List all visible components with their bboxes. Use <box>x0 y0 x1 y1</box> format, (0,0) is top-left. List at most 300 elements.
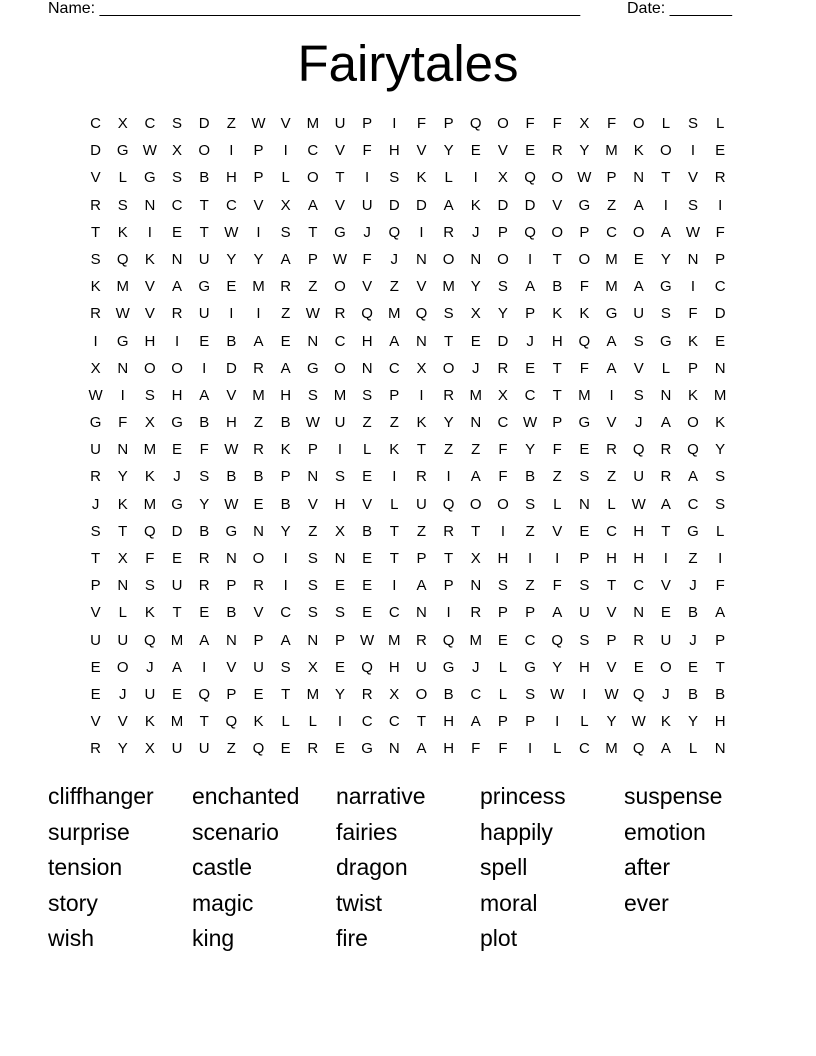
grid-letter: K <box>416 414 427 432</box>
grid-letter: S <box>280 658 291 676</box>
grid-letter: I <box>337 713 343 731</box>
word-item: fairies <box>336 818 398 845</box>
grid-letter: N <box>171 250 183 268</box>
grid-letter: N <box>117 441 129 459</box>
grid-letter: K <box>117 223 128 241</box>
grid-letter: I <box>718 196 723 214</box>
grid-letter: C <box>687 495 699 513</box>
grid-letter: S <box>579 577 590 595</box>
grid-letter: N <box>633 604 645 622</box>
grid-row <box>82 712 734 739</box>
grid-letter: B <box>226 332 237 350</box>
grid-letter: G <box>334 223 346 241</box>
grid-letter: I <box>419 386 424 404</box>
grid-letter: U <box>198 740 210 758</box>
grid-letter: Q <box>632 740 645 758</box>
grid-letter: S <box>497 278 508 296</box>
grid-letter: I <box>527 550 533 567</box>
grid-letter: G <box>89 414 102 432</box>
grid-letter: R <box>551 142 563 160</box>
word-item: enchanted <box>192 783 300 809</box>
grid-row <box>82 603 734 630</box>
grid-letter: I <box>555 550 560 567</box>
grid-letter: E <box>362 468 373 486</box>
grid-letter: O <box>415 685 428 703</box>
grid-letter: K <box>144 250 155 268</box>
grid-letter: N <box>334 550 346 567</box>
grid-letter: S <box>90 522 101 540</box>
grid-letter: M <box>388 305 401 323</box>
grid-letter: T <box>389 522 399 540</box>
grid-letter: E <box>334 577 345 595</box>
grid-letter: V <box>90 169 101 187</box>
grid-letter: I <box>473 169 478 187</box>
grid-letter: P <box>443 115 454 132</box>
grid-letter: C <box>307 142 319 160</box>
grid-letter: Z <box>606 196 617 214</box>
grid-letter: V <box>334 196 345 214</box>
grid-letter: U <box>361 196 373 214</box>
grid-letter: J <box>472 359 480 377</box>
grid-letter: V <box>416 142 427 160</box>
grid-letter: U <box>253 658 264 676</box>
grid-letter: Q <box>524 223 536 241</box>
grid-letter: M <box>442 278 455 296</box>
grid-letter: F <box>498 441 508 459</box>
grid-letter: A <box>470 468 481 486</box>
grid-letter: W <box>550 685 565 703</box>
grid-letter: S <box>715 495 726 513</box>
grid-letter: X <box>579 115 590 132</box>
grid-letter: U <box>198 305 210 323</box>
grid-letter: Z <box>253 414 264 432</box>
grid-letter: C <box>578 740 590 758</box>
date-field: Date: _______ <box>627 0 732 17</box>
grid-letter: I <box>690 142 696 160</box>
grid-letter: V <box>606 414 617 432</box>
grid-letter: W <box>224 223 239 241</box>
grid-letter: M <box>170 713 184 731</box>
grid-letter: N <box>714 359 726 377</box>
grid-letter: V <box>117 713 128 731</box>
grid-letter: F <box>552 577 562 595</box>
grid-letter: K <box>715 414 726 432</box>
grid-letter: L <box>553 740 562 758</box>
grid-letter: T <box>661 169 671 187</box>
grid-letter: Y <box>117 468 128 486</box>
grid-letter: D <box>524 196 536 214</box>
grid-letter: R <box>90 305 101 323</box>
grid-letter: E <box>633 250 644 268</box>
grid-letter: P <box>525 305 536 323</box>
grid-letter: W <box>251 115 266 132</box>
grid-letter: K <box>579 305 590 323</box>
grid-letter: T <box>199 713 209 731</box>
grid-letter: A <box>715 604 726 622</box>
grid-letter: W <box>631 495 646 513</box>
grid-letter: R <box>443 223 455 241</box>
grid-letter: Z <box>362 414 372 432</box>
grid-letter: M <box>252 386 265 404</box>
grid-letter: R <box>416 631 427 649</box>
grid-letter: N <box>253 522 264 540</box>
grid-letter: O <box>551 169 564 187</box>
grid-letter: D <box>416 196 427 214</box>
grid-letter: Z <box>416 522 427 540</box>
grid-letter: L <box>118 604 127 622</box>
grid-letter: M <box>143 495 157 513</box>
grid-letter: I <box>663 550 668 567</box>
grid-row <box>82 685 734 712</box>
word-item: plot <box>480 925 518 952</box>
grid-row <box>82 386 734 413</box>
grid-letter: V <box>253 196 264 214</box>
grid-letter: V <box>552 522 563 540</box>
word-item: fire <box>336 925 368 952</box>
grid-row <box>82 522 734 549</box>
grid-letter: H <box>334 495 346 513</box>
grid-letter: U <box>334 414 346 432</box>
grid-letter: V <box>90 604 101 622</box>
grid-letter: R <box>470 604 482 622</box>
grid-letter: I <box>283 577 288 595</box>
grid-letter: O <box>469 495 482 513</box>
grid-letter: E <box>280 740 291 758</box>
grid-letter: A <box>660 414 671 432</box>
word-item: suspense <box>624 783 723 809</box>
grid-letter: H <box>388 142 400 160</box>
grid-letter: Z <box>226 115 236 132</box>
grid-letter: B <box>688 604 699 622</box>
grid-letter: B <box>443 685 454 703</box>
grid-letter: W <box>224 441 239 459</box>
grid-letter: Q <box>632 685 645 703</box>
grid-letter: M <box>605 740 618 758</box>
word-list <box>48 781 778 959</box>
grid-letter: T <box>90 223 101 241</box>
grid-letter: E <box>172 223 183 241</box>
grid-letter: T <box>471 522 481 540</box>
grid-letter: E <box>660 604 671 622</box>
grid-letter: U <box>633 468 645 486</box>
grid-letter: A <box>280 631 291 649</box>
word-item: surprise <box>48 818 130 845</box>
grid-letter: R <box>443 522 455 540</box>
grid-letter: Y <box>334 685 345 703</box>
grid-letter: S <box>334 468 345 486</box>
grid-letter: R <box>253 441 264 459</box>
grid-letter: Z <box>552 468 562 486</box>
grid-letter: G <box>524 658 536 676</box>
grid-letter: S <box>660 305 671 323</box>
grid-letter: D <box>198 115 210 132</box>
grid-letter: R <box>334 305 346 323</box>
grid-letter: R <box>198 577 210 595</box>
grid-letter: U <box>633 305 645 323</box>
grid-letter: L <box>281 169 290 187</box>
grid-letter: M <box>713 386 727 404</box>
word-item: after <box>624 854 671 881</box>
grid-letter: Q <box>687 441 699 459</box>
grid-letter: H <box>633 522 645 540</box>
grid-letter: V <box>688 169 699 187</box>
grid-letter: E <box>633 658 644 676</box>
grid-letter: L <box>716 115 725 132</box>
grid-letter: G <box>660 278 672 296</box>
grid-letter: K <box>688 386 699 404</box>
word-item: spell <box>480 854 528 881</box>
grid-letter: J <box>118 685 127 703</box>
grid-letter: R <box>443 386 455 404</box>
grid-letter: P <box>525 604 536 622</box>
grid-letter: K <box>660 713 671 731</box>
grid-row <box>82 196 734 223</box>
grid-letter: O <box>334 359 346 377</box>
grid-letter: X <box>416 359 427 377</box>
grid-letter: A <box>199 631 210 649</box>
grid-letter: E <box>199 332 210 350</box>
grid-letter: N <box>578 495 590 513</box>
grid-letter: I <box>500 522 505 540</box>
grid-letter: Y <box>470 278 481 296</box>
grid-letter: I <box>256 223 261 241</box>
grid-letter: F <box>525 115 535 132</box>
grid-letter: Y <box>715 441 726 459</box>
grid-letter: Q <box>551 631 564 649</box>
grid-letter: D <box>388 196 400 214</box>
grid-letter: M <box>605 278 618 296</box>
grid-letter: I <box>663 196 668 214</box>
grid-letter: G <box>116 142 129 160</box>
grid-letter: V <box>362 495 373 513</box>
word-item: dragon <box>336 854 408 881</box>
grid-letter: W <box>332 250 348 268</box>
grid-letter: U <box>334 115 346 132</box>
grid-letter: B <box>280 495 291 513</box>
grid-letter: A <box>280 250 291 268</box>
grid-letter: E <box>199 604 210 622</box>
grid-letter: C <box>388 359 400 377</box>
grid-letter: N <box>714 740 726 758</box>
grid-letter: G <box>442 658 455 676</box>
grid-letter: L <box>716 522 725 540</box>
grid-letter: T <box>308 223 318 241</box>
grid-letter: H <box>714 713 726 731</box>
grid-letter: H <box>225 169 237 187</box>
grid-letter: L <box>444 169 453 187</box>
grid-letter: R <box>660 468 672 486</box>
grid-letter: R <box>606 441 617 459</box>
grid-letter: V <box>226 386 237 404</box>
grid-letter: R <box>90 196 101 214</box>
grid-letter: T <box>199 223 209 241</box>
grid-letter: A <box>470 713 481 731</box>
grid-letter: N <box>416 604 427 622</box>
grid-letter: O <box>660 658 672 676</box>
grid-letter: S <box>389 169 400 187</box>
grid-letter: J <box>390 250 399 268</box>
grid-letter: B <box>226 468 237 486</box>
grid-letter: F <box>118 414 128 432</box>
grid-letter: I <box>283 550 288 567</box>
grid-row <box>82 141 734 168</box>
grid-letter: W <box>88 386 103 404</box>
grid-letter: E <box>253 685 264 703</box>
grid-letter: S <box>307 550 318 567</box>
grid-letter: C <box>524 631 536 649</box>
word-item: cliffhanger <box>48 783 154 809</box>
grid-letter: L <box>498 685 508 703</box>
grid-letter: V <box>280 115 291 132</box>
grid-letter: G <box>144 169 156 187</box>
grid-letter: V <box>552 196 563 214</box>
grid-row <box>82 168 734 195</box>
grid-letter: R <box>280 278 292 296</box>
grid-letter: U <box>90 631 101 649</box>
grid-letter: M <box>469 386 483 404</box>
grid-letter: H <box>551 332 563 350</box>
grid-letter: J <box>472 223 480 241</box>
grid-letter: G <box>660 332 672 350</box>
grid-letter: Y <box>497 305 508 323</box>
grid-letter: P <box>715 250 726 268</box>
grid-letter: J <box>146 658 154 676</box>
grid-row <box>82 576 734 603</box>
grid-letter: P <box>307 250 318 268</box>
grid-letter: N <box>416 332 427 350</box>
grid-letter: E <box>497 631 508 649</box>
grid-letter: G <box>306 359 319 377</box>
grid-letter: V <box>660 577 671 595</box>
grid-letter: O <box>578 250 591 268</box>
grid-letter: Z <box>688 550 698 567</box>
grid-letter: Z <box>389 278 399 296</box>
grid-letter: E <box>90 658 101 676</box>
grid-letter: C <box>334 332 346 350</box>
grid-letter: O <box>116 658 129 676</box>
grid-letter: F <box>498 740 508 758</box>
grid-letter: K <box>90 278 101 296</box>
grid-letter: N <box>307 468 319 486</box>
grid-letter: U <box>171 577 183 595</box>
grid-letter: K <box>280 441 291 459</box>
grid-letter: F <box>688 305 698 323</box>
grid-letter: Q <box>144 631 156 649</box>
grid-letter: W <box>305 305 320 323</box>
grid-letter: T <box>661 522 671 540</box>
grid-letter: R <box>253 577 264 595</box>
grid-letter: P <box>497 223 508 241</box>
grid-letter: F <box>552 441 562 459</box>
grid-letter: T <box>172 604 182 622</box>
grid-letter: K <box>144 604 155 622</box>
grid-letter: P <box>253 142 264 160</box>
grid-letter: Z <box>444 441 454 459</box>
grid-letter: R <box>307 740 319 758</box>
grid-letter: Y <box>280 522 291 540</box>
grid-letter: E <box>525 142 536 160</box>
grid-letter: A <box>172 278 183 296</box>
grid-letter: Z <box>281 305 291 323</box>
grid-letter: I <box>283 142 288 160</box>
grid-letter: N <box>307 332 319 350</box>
grid-letter: K <box>144 468 155 486</box>
grid-letter: E <box>172 441 183 459</box>
grid-letter: Q <box>524 169 536 187</box>
grid-letter: J <box>634 414 643 432</box>
grid-letter: L <box>390 495 399 513</box>
grid-letter: B <box>199 522 210 540</box>
grid-letter: Z <box>389 414 399 432</box>
grid-letter: E <box>334 740 345 758</box>
grid-letter: Q <box>116 250 129 268</box>
grid-letter: S <box>172 169 183 187</box>
grid-letter: T <box>444 550 454 567</box>
grid-letter: P <box>525 713 536 731</box>
grid-letter: S <box>280 223 291 241</box>
grid-letter: S <box>579 468 590 486</box>
grid-letter: V <box>226 658 237 676</box>
grid-letter: E <box>90 685 101 703</box>
grid-letter: Y <box>688 713 699 731</box>
grid-letter: U <box>198 250 210 268</box>
grid-letter: I <box>202 658 207 676</box>
grid-letter: H <box>606 550 617 567</box>
grid-letter: S <box>307 386 318 404</box>
grid-letter: D <box>171 522 183 540</box>
grid-letter: Y <box>525 441 536 459</box>
grid-letter: C <box>171 196 183 214</box>
word-item: wish <box>48 925 95 952</box>
letter-grid <box>82 114 734 767</box>
grid-letter: B <box>253 468 264 486</box>
grid-letter: I <box>446 604 451 622</box>
grid-letter: O <box>171 359 183 377</box>
grid-letter: Q <box>578 332 591 350</box>
grid-letter: H <box>497 550 509 567</box>
grid-letter: J <box>472 658 480 676</box>
grid-letter: D <box>90 142 101 160</box>
grid-letter: X <box>470 305 481 323</box>
grid-letter: W <box>360 631 375 649</box>
grid-letter: T <box>552 359 562 377</box>
grid-letter: T <box>416 441 427 459</box>
grid-letter: C <box>606 522 617 540</box>
grid-letter: E <box>280 332 291 350</box>
grid-letter: Z <box>525 522 535 540</box>
grid-letter: F <box>362 250 372 268</box>
grid-letter: X <box>144 740 155 758</box>
grid-letter: N <box>117 577 129 595</box>
grid-letter: L <box>661 359 671 377</box>
grid-letter: E <box>715 142 726 160</box>
grid-letter: I <box>419 223 424 241</box>
grid-letter: G <box>687 522 699 540</box>
grid-letter: Y <box>579 142 590 160</box>
grid-letter: R <box>90 468 101 486</box>
grid-letter: E <box>579 522 590 540</box>
grid-letter: P <box>552 414 563 432</box>
grid-letter: S <box>443 305 454 323</box>
grid-letter: M <box>605 250 618 268</box>
word-item: twist <box>336 889 382 916</box>
grid-letter: M <box>252 278 265 296</box>
grid-row <box>82 332 734 359</box>
grid-letter: S <box>144 577 155 595</box>
grid-letter: V <box>362 278 373 296</box>
grid-letter: R <box>171 305 183 323</box>
grid-letter: J <box>173 468 181 486</box>
